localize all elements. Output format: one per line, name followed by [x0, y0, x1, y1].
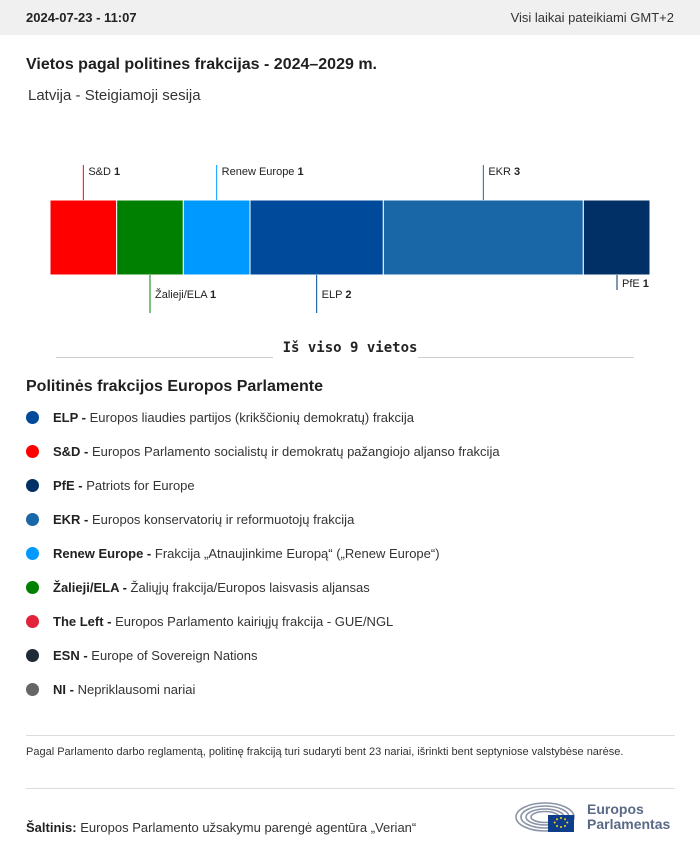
seat-label: S&D 1 — [88, 166, 121, 178]
seat-label: Renew Europe 1 — [221, 166, 304, 178]
legend-item — [26, 536, 686, 570]
logo-line2: Parlamentas — [587, 816, 671, 832]
legend-item — [26, 400, 686, 434]
seat-bar-renew-europe — [183, 200, 250, 275]
seat-bar-ekr — [383, 200, 583, 275]
legend-name: Europos Parlamento kairiųjų frakcija - GUE/NGL — [115, 613, 394, 629]
legend-name: Europe of Sovereign Nations — [91, 647, 258, 663]
legend-item — [26, 434, 686, 468]
total-seats-label: Iš viso 9 vietos — [282, 340, 418, 356]
timestamp: 2024-07-23 - 11:07 — [26, 10, 137, 25]
legend-item — [26, 638, 686, 672]
legend-dot-icon — [26, 581, 39, 594]
seat-label: Žalieji/ELA 1 — [155, 289, 217, 301]
total-divider-left — [56, 357, 273, 358]
legend-dot-icon — [26, 649, 39, 662]
legend-dot-icon — [26, 683, 39, 696]
legend-dot-icon — [26, 547, 39, 560]
legend-abbr: EKR - — [53, 511, 89, 527]
legend-abbr: ELP - — [53, 409, 86, 425]
legend-title: Politinės frakcijos Europos Parlamente — [26, 378, 323, 395]
european-parliament-logo — [515, 797, 680, 837]
footnote: Pagal Parlamento darbo reglamentą, politinę frakciją turi sudaryti bent 23 nariai, išrinkti bent septyniose valstybėse narėse. — [26, 746, 624, 758]
seat-label: EKR 3 — [488, 166, 521, 178]
legend-dot-icon — [26, 445, 39, 458]
source-label: Šaltinis: — [26, 820, 77, 835]
legend-item — [26, 604, 686, 638]
logo-line1: Europos — [587, 801, 644, 817]
legend-name: Nepriklausomi nariai — [77, 681, 196, 697]
legend-name: Žaliųjų frakcija/Europos laisvasis aljansas — [130, 579, 370, 595]
legend — [26, 400, 686, 706]
seat-label: PfE 1 — [622, 278, 649, 290]
legend-abbr: Renew Europe - — [53, 545, 152, 561]
top-bar — [0, 0, 700, 35]
legend-abbr: The Left - — [53, 613, 112, 629]
seat-bar-chart — [0, 150, 700, 330]
divider-top — [26, 735, 675, 736]
source-line — [26, 820, 416, 835]
legend-abbr: ESN - — [53, 647, 88, 663]
legend-name: Europos liaudies partijos (krikščionių demokratų) frakcija — [89, 409, 415, 425]
legend-name: Frakcija „Atnaujinkime Europą“ („Renew Europe“) — [154, 545, 440, 561]
total-divider-right — [418, 357, 634, 358]
seat-label: ELP 2 — [321, 289, 352, 301]
legend-abbr: S&D - — [53, 443, 89, 459]
total-seats — [0, 338, 700, 378]
legend-dot-icon — [26, 513, 39, 526]
chart-title: Vietos pagal politines frakcijas - 2024–2029 m. — [26, 56, 377, 73]
seat-bar--alieji-ela — [117, 200, 184, 275]
legend-abbr: NI - — [53, 681, 74, 697]
legend-abbr: PfE - — [53, 477, 83, 493]
seat-bar-s-d — [50, 200, 117, 275]
legend-item — [26, 468, 686, 502]
legend-item — [26, 672, 686, 706]
legend-name: Patriots for Europe — [86, 477, 195, 493]
legend-item — [26, 502, 686, 536]
legend-dot-icon — [26, 411, 39, 424]
legend-dot-icon — [26, 615, 39, 628]
legend-name: Europos Parlamento socialistų ir demokratų pažangiojo aljanso frakcija — [92, 443, 500, 459]
chart-subtitle: Latvija - Steigiamoji sesija — [28, 87, 201, 104]
timezone-note: Visi laikai pateikiami GMT+2 — [510, 10, 674, 25]
seat-bar-elp — [250, 200, 383, 275]
seat-bar-pfe — [583, 200, 650, 275]
parliament-hemicycle-icon — [515, 798, 579, 836]
legend-abbr: Žalieji/ELA - — [53, 579, 127, 595]
legend-dot-icon — [26, 479, 39, 492]
source-text: Europos Parlamento užsakymu parengė agentūra „Verian“ — [80, 820, 417, 835]
legend-item — [26, 570, 686, 604]
legend-name: Europos konservatorių ir reformuotojų frakcija — [92, 511, 355, 527]
divider-bottom — [26, 788, 675, 789]
